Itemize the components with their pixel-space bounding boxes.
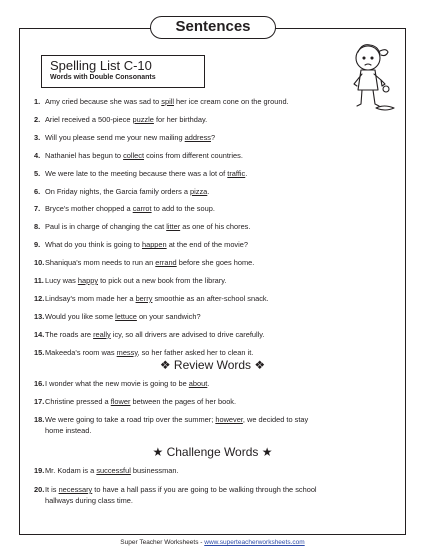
sentence-number: 8. — [34, 222, 41, 232]
sentence-text-continued: hallways during class time. — [45, 496, 133, 505]
sentence-item — [34, 186, 394, 197]
sentence-number: 15. — [34, 347, 45, 357]
sentence-text: icy, so all drivers are advised to drive carefully. — [110, 329, 265, 339]
spelling-word: really — [93, 329, 111, 339]
footer-text: Super Teacher Worksheets - — [120, 539, 205, 546]
sentence-item — [34, 239, 394, 250]
spelling-word: carrot — [132, 204, 152, 214]
review-words-heading: ❖ Review Words ❖ — [159, 358, 266, 372]
sentence-text: Nathaniel has begun to — [45, 150, 124, 160]
spelling-word: pizza — [190, 186, 208, 196]
sentence-item — [34, 132, 394, 143]
sentence-number: 5. — [34, 168, 41, 178]
sentence-number: 20. — [34, 485, 45, 494]
sentence-text: Christine pressed a — [45, 397, 111, 406]
sentence-number: 13. — [34, 311, 45, 321]
sentence-text: We were going to take a road trip over the summer; — [45, 415, 216, 424]
sentence-number: 19. — [34, 466, 45, 475]
sentence-number: 11. — [34, 276, 44, 285]
spelling-list-box — [41, 55, 205, 88]
sentence-item — [34, 484, 394, 506]
spelling-word: lettuce — [115, 311, 137, 321]
sentence-text: It is — [45, 485, 59, 494]
sentence-number: 4. — [34, 150, 41, 160]
sentence-number: 18. — [34, 415, 45, 424]
sentence-text: to add to the soup. — [151, 204, 215, 214]
sentence-text: coins from different countries. — [144, 150, 243, 160]
sentence-number: 14. — [34, 329, 45, 339]
spelling-word: necessary — [58, 485, 93, 494]
spelling-word: happy — [77, 276, 99, 285]
sentence-text: Amy cried because she was sad to — [45, 97, 162, 106]
sentence-text: Will you please send me your new mailing — [45, 132, 185, 142]
sentence-item — [34, 150, 394, 161]
sentence-number: 17. — [34, 397, 45, 406]
page-title: Sentences — [150, 16, 276, 39]
sentence-item — [34, 414, 394, 436]
sentence-text: as one of his chores. — [180, 222, 251, 232]
spelling-word: spill — [161, 97, 174, 106]
spelling-word: messy — [116, 347, 138, 357]
spelling-list-subtitle: Words with Double Consonants — [50, 74, 156, 81]
sentence-text: Mr. Kodam is a — [45, 466, 97, 475]
sentence-text: The roads are — [45, 329, 94, 339]
footer-link[interactable]: www.superteacherworksheets.com — [204, 539, 305, 546]
sentence-text-continued: home instead. — [45, 426, 92, 435]
sentence-number: 7. — [34, 204, 41, 214]
sentence-item — [34, 347, 394, 358]
sentence-number: 1. — [34, 97, 41, 106]
sentence-text: On Friday nights, the Garcia family orders a — [45, 186, 190, 196]
sentence-text: Bryce's mother chopped a — [45, 204, 133, 214]
spelling-list-title: Spelling List C-10 — [50, 58, 152, 73]
sentence-text: Makeeda's room was — [45, 347, 117, 357]
sentence-text: to have a hall pass if you are going to be walking through the school — [92, 485, 317, 494]
spelling-word: happen — [141, 240, 167, 250]
sentence-text: Ariel received a 500-piece — [45, 114, 133, 124]
sentence-text: at the end of the movie? — [166, 240, 248, 250]
spelling-word: puzzle — [132, 114, 154, 124]
sentence-text: businessman. — [130, 466, 179, 475]
spelling-word: litter — [166, 222, 181, 232]
sentence-text: , we decided to stay — [242, 415, 309, 424]
sentence-item — [34, 293, 394, 304]
spelling-word: however — [215, 415, 243, 424]
sentence-item — [34, 329, 394, 340]
sentence-number: 3. — [34, 132, 41, 142]
sentence-item — [34, 168, 394, 179]
sentence-text: Lindsay's mom made her a — [45, 293, 136, 303]
sentence-text: We were late to the meeting because there was a lot of — [45, 168, 228, 178]
sentence-number: 12. — [34, 293, 45, 303]
sentence-text: between the pages of her book. — [130, 397, 237, 406]
sentence-text: on your sandwich? — [136, 311, 201, 321]
sentence-text: . — [207, 379, 210, 388]
spelling-word: address — [184, 132, 211, 142]
spelling-word: errand — [155, 258, 177, 268]
sentence-text: What do you think is going to — [45, 240, 142, 250]
sentence-text: for her birthday. — [153, 114, 208, 124]
sentence-text: Paul is in charge of changing the cat — [45, 222, 167, 232]
spelling-word: collect — [123, 150, 145, 160]
sentence-number: 6. — [34, 186, 41, 196]
challenge-words-heading: ★ Challenge Words ★ — [152, 445, 273, 459]
sentence-text: ? — [210, 132, 216, 142]
sentence-item — [34, 203, 394, 214]
sentence-item — [34, 114, 394, 125]
spelling-word: flower — [110, 397, 131, 406]
sentence-text: . — [207, 186, 210, 196]
sentence-text: , so her father asked her to clean it. — [137, 347, 254, 357]
sentence-text: Lucy was — [45, 276, 78, 285]
footer — [0, 538, 425, 547]
sentence-text: before she goes home. — [176, 258, 255, 268]
sentence-text: her ice cream cone on the ground. — [174, 97, 289, 106]
sentence-item — [34, 96, 394, 107]
sentence-item — [34, 221, 394, 232]
spelling-word: successful — [96, 466, 131, 475]
sentence-item — [34, 275, 394, 286]
sentence-text: Would you like some — [45, 311, 116, 321]
sentence-item — [34, 378, 394, 389]
sentence-text: Shaniqua's mom needs to run an — [45, 258, 156, 268]
sentence-number: 2. — [34, 114, 41, 124]
spelling-word: about — [188, 379, 208, 388]
sentence-text: to pick out a new book from the library. — [98, 276, 227, 285]
sentence-item — [34, 465, 394, 476]
sentence-item — [34, 257, 394, 268]
sentence-text: I wonder what the new movie is going to be — [45, 379, 189, 388]
sentence-item — [34, 396, 394, 407]
sentence-text: . — [245, 168, 248, 178]
spelling-word: berry — [135, 293, 153, 303]
sentence-item — [34, 311, 394, 322]
sentence-number: 9. — [34, 240, 41, 250]
sentence-text: smoothie as an after-school snack. — [152, 293, 269, 303]
sentence-number: 16. — [34, 379, 45, 388]
spelling-word: traffic — [227, 168, 246, 178]
sentence-number: 10. — [34, 258, 45, 268]
